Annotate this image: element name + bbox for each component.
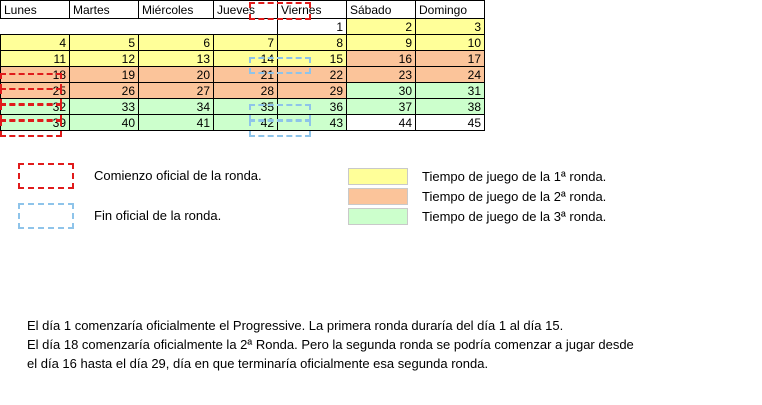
calendar-cell-day-14: 14 [214, 51, 278, 67]
legend-item-round-1 [348, 168, 748, 185]
table-row [1, 83, 485, 99]
calendar-cell-day-30: 30 [347, 83, 416, 99]
progressive-calendar [0, 0, 485, 131]
calendar-cell-day-20: 20 [139, 67, 214, 83]
calendar-cell-day-38: 38 [416, 99, 485, 115]
calendar-cell-day-34: 34 [139, 99, 214, 115]
calendar-cell-day-4: 4 [1, 35, 70, 51]
color-swatch-round-1 [348, 168, 408, 185]
calendar-cell-day-37: 37 [347, 99, 416, 115]
calendar-cell-day-11: 11 [1, 51, 70, 67]
dashed-red-rectangle-icon [18, 163, 74, 189]
calendar-cell-day-15: 15 [278, 51, 347, 67]
calendar-cell-day-16: 16 [347, 51, 416, 67]
calendar-cell-empty [139, 19, 214, 35]
calendar-cell-day-43: 43 [278, 115, 347, 131]
calendar-cell-day-22: 22 [278, 67, 347, 83]
legend-rounds-column [348, 168, 748, 228]
legend-label-round-2: Tiempo de juego de la 2ª ronda. [422, 188, 607, 204]
calendar-cell-day-45: 45 [416, 115, 485, 131]
calendar-cell-day-39: 39 [1, 115, 70, 131]
table-row [1, 67, 485, 83]
legend-label-round-3: Tiempo de juego de la 3ª ronda. [422, 208, 607, 224]
calendar-cell-day-24: 24 [416, 67, 485, 83]
dashed-blue-rectangle-icon [18, 203, 74, 229]
calendar-cell-day-7: 7 [214, 35, 278, 51]
calendar-header-domingo: Domingo [416, 1, 485, 19]
legend-markers-column [18, 163, 348, 243]
legend-label-round-end: Fin oficial de la ronda. [94, 208, 222, 223]
color-swatch-round-2 [348, 188, 408, 205]
calendar-cell-day-42: 42 [214, 115, 278, 131]
calendar-cell-day-19: 19 [70, 67, 139, 83]
legend-item-round-start [18, 163, 348, 189]
calendar-cell-day-12: 12 [70, 51, 139, 67]
calendar-cell-day-36: 36 [278, 99, 347, 115]
calendar-cell-day-21: 21 [214, 67, 278, 83]
legend-item-round-end [18, 203, 348, 229]
calendar-cell-day-27: 27 [139, 83, 214, 99]
calendar-cell-day-5: 5 [70, 35, 139, 51]
calendar-header-sabado: Sábado [347, 1, 416, 19]
calendar-cell-day-2: 2 [347, 19, 416, 35]
calendar-header-row [1, 1, 485, 19]
notes-line-2: El día 18 comenzaría oficialmente la 2ª Ronda. Pero la segunda ronda se podría comenzar a jugar desde [27, 337, 634, 352]
calendar-cell-day-3: 3 [416, 19, 485, 35]
calendar-cell-day-1: 1 [278, 19, 347, 35]
table-row [1, 99, 485, 115]
color-swatch-round-3 [348, 208, 408, 225]
calendar-cell-day-28: 28 [214, 83, 278, 99]
notes-line-1: El día 1 comenzaría oficialmente el Progressive. La primera ronda duraría del día 1 al día 15. [27, 318, 564, 333]
table-row [1, 35, 485, 51]
calendar-cell-day-32: 32 [1, 99, 70, 115]
calendar-cell-day-13: 13 [139, 51, 214, 67]
calendar-header-viernes: Viernes [278, 1, 347, 19]
calendar-cell-empty [214, 19, 278, 35]
table-row [1, 51, 485, 67]
calendar-cell-day-10: 10 [416, 35, 485, 51]
explanatory-notes [27, 316, 733, 373]
calendar-cell-day-26: 26 [70, 83, 139, 99]
calendar-cell-day-6: 6 [139, 35, 214, 51]
calendar-cell-day-31: 31 [416, 83, 485, 99]
legend-item-round-2 [348, 188, 748, 205]
legend-label-round-start: Comienzo oficial de la ronda. [94, 168, 262, 183]
calendar-cell-day-23: 23 [347, 67, 416, 83]
calendar-cell-day-18: 18 [1, 67, 70, 83]
calendar-cell-day-25: 25 [1, 83, 70, 99]
calendar-header-martes: Martes [70, 1, 139, 19]
calendar-cell-empty [1, 19, 70, 35]
calendar-cell-day-33: 33 [70, 99, 139, 115]
calendar-cell-day-41: 41 [139, 115, 214, 131]
legend-item-round-3 [348, 208, 748, 225]
calendar-cell-day-8: 8 [278, 35, 347, 51]
calendar-cell-empty [70, 19, 139, 35]
legend-label-round-1: Tiempo de juego de la 1ª ronda. [422, 168, 607, 184]
table-row [1, 115, 485, 131]
calendar-cell-day-44: 44 [347, 115, 416, 131]
calendar-cell-day-9: 9 [347, 35, 416, 51]
calendar-cell-day-29: 29 [278, 83, 347, 99]
calendar-header-jueves: Jueves [214, 1, 278, 19]
calendar-cell-day-40: 40 [70, 115, 139, 131]
calendar-header-lunes: Lunes [1, 1, 70, 19]
calendar-cell-day-35: 35 [214, 99, 278, 115]
notes-line-3: el día 16 hasta el día 29, día en que terminaría oficialmente esa segunda ronda. [27, 356, 489, 371]
calendar-header-miercoles: Miércoles [139, 1, 214, 19]
calendar-cell-day-17: 17 [416, 51, 485, 67]
table-row [1, 19, 485, 35]
